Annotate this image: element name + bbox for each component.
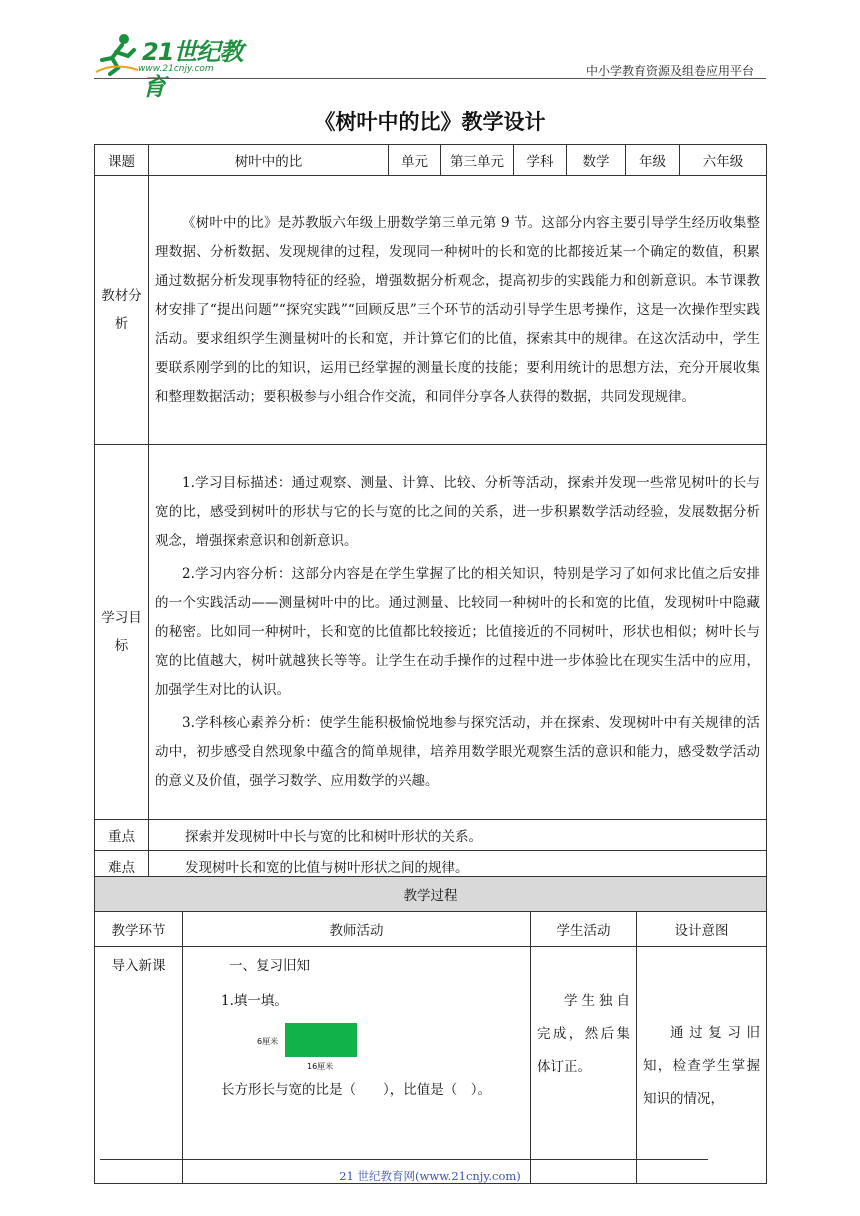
- lesson-info-table: [94, 144, 767, 882]
- table-row: [95, 947, 767, 1184]
- document-title: 《树叶中的比》教学设计: [314, 110, 546, 134]
- table-row: [95, 877, 767, 912]
- grade-value: 六年级: [680, 145, 767, 176]
- teacher-line-2: 1.填一填。: [221, 993, 288, 1009]
- process-heading: 教学过程: [95, 877, 767, 912]
- analysis-text: 《树叶中的比》是苏教版六年级上册数学第三单元第 9 节。这部分内容主要引导学生经历收集整理数据、分析数据、发现规律的过程，发现同一种树叶的长和宽的比都接近某一个确定的数值，积累通过数据分析发现事物特征的经验，增强数据分析观念，提高初步的实践能力和创新意识。本节课教材安排了“提出问题”“探究实践”“回顾反思”三个环节的活动引导学生思考操作，这是一次操作型实践活动。要求组织学生测量树叶的长和宽，并计算它们的比值，探索其中的规律。在这次活动中，学生要联系刚学到的比的知识，运用已经掌握的测量长度的技能；要利用统计的思想方法，充分开展收集和整理数据活动；要积极参与小组合作交流，和同伴分享各人获得的数据，共同发现规律。: [155, 214, 760, 405]
- grade-label: 年级: [626, 145, 680, 176]
- footer-divider: [100, 1159, 708, 1160]
- footer-link[interactable]: 21 世纪教育网(www.21cnjy.com): [339, 1169, 521, 1183]
- col-stage: 教学环节: [95, 912, 183, 947]
- platform-name: 中小学教育资源及组卷应用平台: [585, 64, 754, 78]
- table-row: [95, 145, 767, 176]
- unit-label: 单元: [389, 145, 441, 176]
- logo-url: www.21cnjy.com: [138, 64, 214, 74]
- table-row: [95, 445, 767, 820]
- runner-logo-icon: [94, 32, 140, 76]
- objectives-cell: [149, 445, 767, 820]
- green-rectangle: [285, 1023, 357, 1057]
- logo-text: 21世纪教育: [142, 38, 243, 101]
- unit-value: 第三单元: [441, 145, 514, 176]
- topic-value: 树叶中的比: [149, 145, 389, 176]
- rect-length-label: 16厘米: [307, 1062, 334, 1071]
- col-student: 学生活动: [531, 912, 637, 947]
- difficulty-text: 发现树叶长和宽的比值与树叶形状之间的规律。: [149, 851, 767, 882]
- header-divider: [94, 78, 766, 79]
- design-intent: [637, 947, 767, 1184]
- table-row: [95, 912, 767, 947]
- student-activity: [531, 947, 637, 1184]
- objective-1: 1.学习目标描述：通过观察、测量、计算、比较、分析等活动，探索并发现一些常见树叶的长与宽的比，感受到树叶的形状与它的长与宽的比之间的关系，进一步积累数学活动经验，发展数据分析观念，增强探索意识和创新意识。: [155, 474, 760, 549]
- teacher-line-1: 一、复习旧知: [229, 958, 310, 974]
- analysis-label: 教材分析: [95, 176, 149, 445]
- teaching-process-table: [94, 876, 767, 1184]
- intent-text: 通过复习旧知，检查学生掌握知识的情况，: [643, 1025, 760, 1107]
- table-row: [95, 176, 767, 445]
- key-point-text: 探索并发现树叶中长与宽的比和树叶形状的关系。: [149, 820, 767, 851]
- objectives-label: 学习目标: [95, 445, 149, 820]
- teacher-line-3: 长方形长与宽的比是（ ），比值是（ ）。: [221, 1082, 491, 1098]
- analysis-cell: [149, 176, 767, 445]
- student-text: 学生独自完成，然后集体订正。: [537, 993, 630, 1075]
- col-intent: 设计意图: [637, 912, 767, 947]
- subject-value: 数学: [567, 145, 626, 176]
- objective-2: 2.学习内容分析：这部分内容是在学生掌握了比的相关知识，特别是学习了如何求比值之后安排的一个实践活动——测量树叶中的比。通过测量、比较同一种树叶的长和宽的比值，发现树叶中隐藏的秘密。比如同一种树叶，长和宽的比值都比较接近；比值接近的不同树叶，形状也相似；树叶长与宽的比值越大，树叶就越狭长等等。让学生在动手操作的过程中进一步体验比在现实生活中的应用，加强学生对比的认识。: [155, 565, 760, 698]
- subject-label: 学科: [514, 145, 567, 176]
- teacher-activity: [183, 947, 531, 1184]
- key-point-label: 重点: [95, 820, 149, 851]
- difficulty-label: 难点: [95, 851, 149, 882]
- rect-width-label: 6厘米: [257, 1037, 279, 1046]
- stage-name: 导入新课: [95, 947, 183, 1184]
- col-teacher: 教师活动: [183, 912, 531, 947]
- topic-label: 课题: [95, 145, 149, 176]
- page-header: [94, 30, 766, 101]
- objective-3: 3.学科核心素养分析：使学生能积极愉悦地参与探究活动，并在探索、发现树叶中有关规律的活动中，初步感受自然现象中蕴含的简单规律，培养用数学眼光观察生活的意识和能力，感受数学活动的意义及价值，强学习数学、应用数学的兴趣。: [155, 714, 760, 789]
- rectangle-figure: [257, 1023, 524, 1071]
- table-row: [95, 820, 767, 851]
- site-logo[interactable]: [94, 30, 264, 101]
